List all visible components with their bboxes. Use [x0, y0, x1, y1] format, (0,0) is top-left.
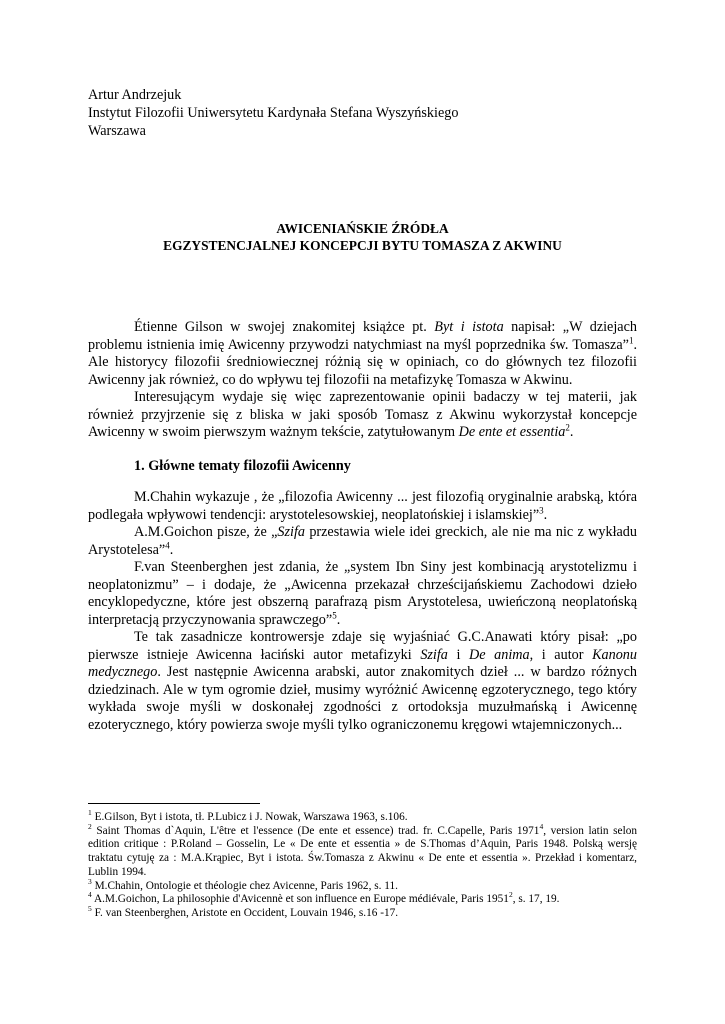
footnote-number: 5: [88, 904, 92, 914]
italic-title: Szifa: [277, 524, 305, 540]
italic-title: Szifa: [420, 646, 448, 663]
text-span: M.Chahin wykazuje , że „filozofia Awicenny ... jest filozofią oryginalnie arabską, która podlegała wpływowi tendencji: arystotelesowskiej, neoplatońskiej i islamskiej”: [88, 489, 637, 523]
text-span: .: [336, 611, 341, 628]
italic-title: Byt i istota: [434, 319, 504, 335]
text-span: .: [169, 541, 174, 558]
footnote-text: , version latin selon edition critique : P.Roland – Gosselin, Le « De ente et essentia » de S.Thomas d’Aquin, Paris 1948. Polską wersję traktatu cytuję za : M.A.Krąpiec, Byt i istota. Św.Tomasza z Akwinu « De ente et essentia ». Przekład i komentarz, Lublin 1994.: [88, 824, 638, 878]
body-text: [88, 319, 637, 734]
text-span: A.M.Goichon pisze, że „: [134, 524, 278, 540]
edition-superscript: 4: [539, 821, 544, 831]
paragraph-1: [88, 319, 637, 389]
text-span: Te tak zasadnicze kontrowersje zdaje się wyjaśniać G.C.Anawati który pisał: „po pierwsze istnieje Awicenna łaciński autor metafizyki: [88, 629, 637, 663]
footnote-1: [88, 808, 637, 825]
paragraph-5: [88, 559, 637, 629]
text-span: . Jest następnie Awicenna arabski, autor znakomitych dzieł ... w bardzo różnych dziedzinach. Ale w tym ogromie dzieł, musimy wyróżnić Awicennę egzoterycznego, tego który wykłada swoje myśli w doskonałej zgodności z ortodoksja muzułmańską i Awicennę ezoterycznego, który powierza swoje myśli tylko ograniczonemu kręgowi wtajemniczonych...: [88, 664, 637, 733]
paragraph-2: [88, 389, 637, 442]
footnote-2: [88, 821, 638, 880]
footnote-number: 1: [88, 808, 92, 818]
section-heading: 1. Główne tematy filozofii Awicenny: [134, 457, 351, 474]
footnote-text: , s. 17, 19.: [512, 893, 560, 906]
author-header: [88, 86, 458, 140]
text-span: .: [569, 424, 574, 440]
footnote-number: 4: [88, 890, 92, 900]
author-city: Warszawa: [88, 123, 146, 139]
footnote-text: M.Chahin, Ontologie et théologie chez Avicenne, Paris 1962, s. 11.: [91, 879, 398, 892]
footnote-ref[interactable]: 2: [565, 422, 570, 433]
footnote-3: [88, 876, 637, 894]
footnote-5: [88, 904, 637, 921]
footnote-number: 3: [88, 876, 92, 886]
footnote-ref[interactable]: 5: [332, 609, 337, 620]
italic-title: De ente et essentia: [458, 424, 566, 440]
author-name: Artur Andrzejuk: [88, 87, 182, 103]
footnote-text: F. van Steenberghen, Aristote en Occident, Louvain 1946, s.16 -17.: [91, 906, 399, 919]
title-line-2: EGZYSTENCJALNEJ KONCEPCJI BYTU TOMASZA Z AKWINU: [163, 238, 562, 253]
italic-title: De anima: [469, 646, 530, 663]
footnote-ref[interactable]: 3: [539, 504, 544, 515]
text-span: . Ale historycy filozofii średniowiecznej różnią się w opiniach, co do głównych tez filozofii Awicenny jak również, co do wpływu tej filozofii na metafizykę Tomasza w Akwinu.: [88, 336, 637, 388]
italic-title: Kanonu medycznego: [88, 646, 637, 680]
footnote-divider: [88, 803, 260, 804]
paragraph-3: [88, 489, 637, 524]
footnote-ref[interactable]: 1: [628, 334, 634, 345]
title-line-1: AWICENIAŃSKIE ŹRÓDŁA: [276, 221, 449, 236]
footnote-4: [88, 890, 637, 907]
text-span: przestawia wiele idei greckich, ale nie ma nic z wykładu Arystotelesa”: [88, 524, 637, 558]
footnote-text: E.Gilson, Byt i istota, tł. P.Lubicz i J. Nowak, Warszawa 1963, s.106.: [91, 811, 408, 823]
text-span: Interesującym wydaje się więc zaprezentowanie opinii badaczy w tej materii, jak również przyjrzenie się z bliska w jaki sposób Tomasz z Akwinu wykorzystał koncepcje Awicenny w swoim pierwszym ważnym tekście, zatytułowanym: [88, 389, 637, 440]
text-span: Étienne Gilson w swojej znakomitej książce pt.: [134, 319, 435, 335]
text-span: F.van Steenberghen jest zdania, że „system Ibn Siny jest kombinacją arystotelizmu i neoplatonizmu” – i dodaje, że „Awicenna przekazał chrześcijańskiemu Zachodowi dzieło encyklopedyczne, które jest obszerną parafrazą pism Arystotelesa, uwieńczoną neoplatońską interpretacją przyczynowania sprawczego”: [88, 559, 637, 628]
text-span: , i autor: [529, 646, 593, 663]
footnote-text: Saint Thomas d`Aquin, L'être et l'essence (De ente et essence) trad. fr. C.Capelle, Paris 1971: [91, 824, 540, 837]
paragraph-4: [88, 524, 637, 559]
text-span: napisał: „W dziejach problemu istnienia imię Awicenny przywodzi natychmiast na myśl poprzednika św. Tomasza”: [88, 319, 637, 353]
footnote-text: A.M.Goichon, La philosophie d'Avicennè et son influence en Europe médiévale, Paris 1951: [91, 893, 509, 906]
paragraph-6: [88, 629, 637, 734]
text-span: i: [447, 646, 470, 663]
paper-title: [0, 220, 725, 254]
footnote-number: 2: [88, 821, 92, 831]
author-institute: Instytut Filozofii Uniwersytetu Kardynała Stefana Wyszyńskiego: [88, 105, 459, 121]
text-span: .: [543, 506, 548, 523]
footnotes: [88, 808, 638, 921]
edition-superscript: 2: [508, 890, 513, 900]
footnote-ref[interactable]: 4: [165, 539, 170, 550]
